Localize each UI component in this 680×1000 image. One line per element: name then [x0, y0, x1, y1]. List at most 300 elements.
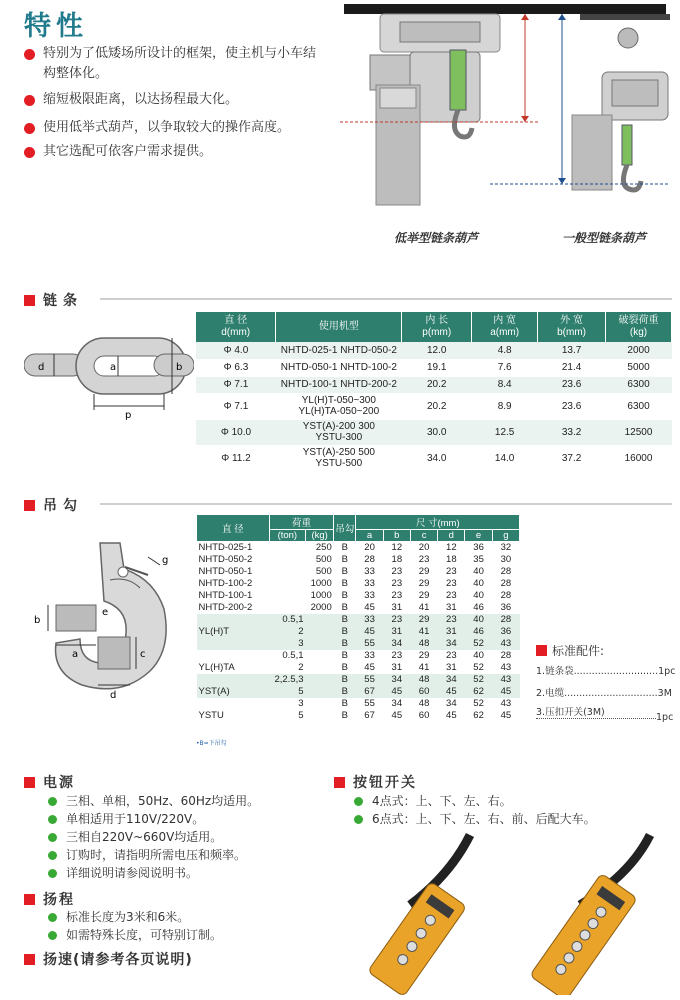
- chain-section-title: [24, 290, 83, 310]
- table-row: [196, 376, 672, 393]
- table-cell: 36: [492, 626, 519, 638]
- table-cell: YSTU: [198, 710, 224, 721]
- low-hoist-caption: 低举型链条葫芦: [394, 231, 479, 245]
- table-cell: [269, 578, 305, 590]
- accessories-title-text: 标准配件:: [552, 644, 605, 658]
- table-cell: [306, 650, 334, 662]
- table-cell: 40: [465, 614, 492, 626]
- column-header: g: [492, 530, 519, 542]
- table-cell: NHTD-025-1 NHTD-050-2: [276, 342, 402, 359]
- table-cell: 29: [418, 590, 430, 601]
- table-cell: [269, 602, 305, 614]
- table-cell: YST(A)-250 500 YSTU-500: [276, 445, 402, 471]
- bullet-icon: [24, 49, 35, 60]
- table-cell: 2000: [310, 602, 332, 613]
- table-cell: NHTD-025-1: [198, 542, 253, 553]
- table-cell: 46: [465, 626, 492, 638]
- column-header: a: [356, 530, 383, 542]
- chain-title-text: 链条: [43, 293, 83, 309]
- column-header: 内 长 p(mm): [402, 312, 472, 342]
- table-cell: 31: [446, 602, 457, 613]
- column-header: b: [383, 530, 410, 542]
- table-row: [197, 674, 520, 686]
- feature-item: [24, 118, 324, 138]
- table-cell: 33: [364, 578, 375, 589]
- table-cell: NHTD-050-1 NHTD-100-2: [276, 359, 402, 376]
- power-section-title: [24, 772, 75, 792]
- table-cell: YST(A)-200 300 YSTU-300: [276, 419, 402, 445]
- accessories-title: [536, 642, 604, 659]
- table-cell: [269, 566, 305, 578]
- table-cell: 34: [446, 698, 457, 709]
- chain-link-diagram: [24, 330, 194, 420]
- list-item-text: 三相自220V~660V均适用。: [66, 830, 223, 844]
- table-cell: 34: [383, 638, 410, 650]
- lift-list: [46, 908, 222, 944]
- table-cell: 23: [391, 650, 403, 661]
- table-cell: 31: [391, 662, 403, 673]
- section-marker-icon: [24, 500, 35, 511]
- table-cell: 34: [391, 698, 403, 709]
- low-headroom-hoist-image: [340, 14, 540, 205]
- table-cell: 23: [446, 566, 457, 577]
- table-cell: 43: [500, 698, 512, 709]
- table-cell: [306, 626, 334, 638]
- table-cell: B: [334, 614, 356, 626]
- table-cell: 18: [446, 554, 457, 565]
- table-cell: B: [341, 710, 349, 721]
- bullet-icon: [48, 851, 57, 860]
- table-cell: 0.5,1: [269, 614, 305, 626]
- table-cell: 45: [446, 710, 457, 721]
- hook-section-title: [24, 495, 83, 515]
- switch-title-text: 按钮开关: [353, 775, 417, 791]
- table-cell: 12.0: [402, 342, 472, 359]
- table-cell: NHTD-200-2: [198, 602, 253, 613]
- table-cell: 46: [473, 602, 484, 613]
- table-cell: 23: [418, 554, 430, 565]
- list-item: [46, 864, 259, 882]
- table-cell: 14.0: [472, 445, 538, 471]
- table-cell: 29: [418, 578, 430, 589]
- column-header: 内 宽 a(mm): [472, 312, 538, 342]
- table-cell: 67: [364, 710, 375, 721]
- table-cell: 8.4: [472, 376, 538, 393]
- table-cell: 33.2: [538, 419, 606, 445]
- table-cell: [269, 542, 305, 555]
- table-cell: 20: [418, 542, 430, 553]
- column-header: 外 宽 b(mm): [538, 312, 606, 342]
- table-row: [196, 445, 672, 471]
- hook-diagram: [30, 535, 195, 705]
- table-cell: 12.5: [472, 419, 538, 445]
- table-cell: 12: [391, 542, 403, 553]
- list-item: [46, 810, 259, 828]
- list-item-text: 4点式：上、下、左、右。: [372, 794, 512, 808]
- table-row: [197, 602, 520, 614]
- table-cell: 33: [364, 590, 375, 601]
- table-row: [196, 393, 672, 419]
- table-cell: Φ 7.1: [196, 376, 276, 393]
- table-cell: 23: [391, 590, 403, 601]
- chain-label-b: b: [176, 362, 183, 373]
- table-cell: B: [334, 674, 356, 686]
- table-cell: 43: [492, 674, 519, 686]
- table-cell: 45: [492, 686, 519, 698]
- table-cell: 29: [418, 566, 430, 577]
- table-cell: 2,2.5,3: [269, 674, 305, 686]
- table-cell: 1000: [310, 590, 332, 601]
- table-cell: YST(A): [197, 686, 270, 698]
- table-row: [197, 542, 520, 555]
- table-cell: 20.2: [402, 376, 472, 393]
- feature-item: [24, 142, 324, 162]
- table-cell: 67: [356, 686, 383, 698]
- table-cell: B: [341, 566, 349, 577]
- chain-label-a: a: [110, 362, 117, 373]
- bullet-icon: [48, 931, 57, 940]
- table-cell: 28: [500, 650, 512, 661]
- table-cell: 13.7: [538, 342, 606, 359]
- table-cell: NHTD-050-1: [198, 566, 253, 577]
- table-row: [197, 710, 520, 722]
- table-cell: YL(H)TA: [198, 662, 235, 673]
- table-cell: 52: [473, 662, 484, 673]
- table-cell: 0.5,1: [282, 650, 304, 661]
- table-row: [197, 698, 520, 710]
- table-cell: 36: [473, 542, 484, 553]
- table-row: [197, 662, 520, 674]
- table-cell: B: [341, 542, 349, 553]
- lift-title-text: 扬程: [43, 892, 75, 908]
- table-row: [197, 590, 520, 602]
- table-cell: 33: [364, 566, 375, 577]
- table-row: [197, 578, 520, 590]
- table-cell: 40: [473, 590, 484, 601]
- table-cell: 500: [315, 554, 332, 565]
- table-cell: B: [334, 626, 356, 638]
- table-cell: 45: [356, 626, 383, 638]
- table-cell: [269, 590, 305, 602]
- table-cell: NHTD-100-1: [198, 590, 253, 601]
- bullet-icon: [354, 797, 363, 806]
- hook-label-b: b: [34, 615, 41, 626]
- table-cell: 18: [391, 554, 403, 565]
- accessory-item: 1pc: [656, 712, 674, 723]
- table-cell: 23: [438, 614, 465, 626]
- speed-title-text: 扬速(请参考各页说明): [43, 952, 193, 968]
- table-cell: 5: [269, 686, 305, 698]
- bullet-icon: [48, 815, 57, 824]
- table-cell: 7.6: [472, 359, 538, 376]
- table-cell: [306, 674, 334, 686]
- column-header: (kg): [306, 530, 334, 542]
- table-cell: 30.0: [402, 419, 472, 445]
- accessory-leader-dots: [536, 718, 656, 719]
- section-marker-icon: [24, 894, 35, 905]
- table-cell: 52: [465, 638, 492, 650]
- table-cell: B: [341, 578, 349, 589]
- table-cell: B: [341, 554, 349, 565]
- table-row: [197, 566, 520, 578]
- chain-label-p: p: [125, 410, 132, 420]
- accessory-item: 3.压扣开关(3M): [536, 707, 605, 718]
- table-header-row: [197, 515, 520, 530]
- table-cell: 4.8: [472, 342, 538, 359]
- table-cell: [306, 638, 334, 650]
- table-cell: 36: [500, 602, 512, 613]
- table-cell: 33: [356, 614, 383, 626]
- column-header: 使用机型: [276, 312, 402, 342]
- section-marker-icon: [24, 295, 35, 306]
- column-header: 吊勾: [334, 515, 356, 542]
- list-item: [46, 908, 222, 926]
- table-cell: 5: [298, 710, 304, 721]
- table-cell: 34: [438, 674, 465, 686]
- table-cell: Φ 7.1: [196, 393, 276, 419]
- table-cell: 45: [500, 710, 512, 721]
- table-cell: [306, 686, 334, 698]
- table-cell: 48: [410, 674, 437, 686]
- hook-label-c: c: [140, 649, 146, 660]
- table-cell: 20.2: [402, 393, 472, 419]
- bullet-icon: [48, 869, 57, 878]
- power-title-text: 电源: [43, 775, 75, 791]
- table-cell: 45: [364, 602, 375, 613]
- table-cell: [197, 650, 270, 662]
- table-cell: 43: [492, 638, 519, 650]
- list-item-text: 三相、单相，50Hz、60Hz均适用。: [66, 794, 260, 808]
- table-cell: Φ 4.0: [196, 342, 276, 359]
- hook-label-e: e: [102, 607, 109, 618]
- table-row: [196, 359, 672, 376]
- bullet-icon: [48, 833, 57, 842]
- table-cell: 3: [269, 638, 305, 650]
- table-cell: B: [334, 638, 356, 650]
- table-cell: 45: [383, 686, 410, 698]
- list-item-text: 标准长度为3米和6米。: [66, 910, 190, 924]
- table-cell: [306, 698, 334, 710]
- bullet-icon: [48, 913, 57, 922]
- table-cell: 34: [383, 674, 410, 686]
- hook-title-text: 吊勾: [43, 498, 83, 514]
- hook-label-g: g: [162, 555, 169, 566]
- power-list: [46, 792, 259, 882]
- table-header-row: [196, 312, 672, 342]
- table-cell: B: [334, 686, 356, 698]
- section-marker-icon: [24, 777, 35, 788]
- list-item: [46, 926, 222, 944]
- table-cell: 28: [500, 578, 512, 589]
- table-cell: 40: [473, 650, 484, 661]
- hook-spec-table: [196, 514, 520, 722]
- table-cell: 23: [446, 578, 457, 589]
- feature-text: 特别为了低矮场所设计的框架，使主机与小车结构整体化。: [43, 46, 317, 81]
- table-cell: 8.9: [472, 393, 538, 419]
- table-row: [197, 626, 520, 638]
- switch-section-title: [334, 772, 417, 792]
- table-cell: 55: [356, 638, 383, 650]
- page-title: 特性: [24, 11, 88, 42]
- normal-hoist-caption: 一般型链条葫芦: [562, 231, 647, 245]
- column-header: 荷重: [269, 515, 334, 530]
- table-cell: 45: [391, 710, 403, 721]
- table-cell: 34.0: [402, 445, 472, 471]
- table-cell: 62: [465, 686, 492, 698]
- table-cell: 60: [418, 710, 430, 721]
- chain-spec-table: [196, 312, 672, 472]
- column-header: c: [410, 530, 437, 542]
- list-item-text: 如需特殊长度，可特别订制。: [66, 928, 223, 942]
- bullet-icon: [24, 147, 35, 158]
- table-row: [197, 650, 520, 662]
- section-divider: [100, 298, 672, 300]
- table-cell: 23: [446, 590, 457, 601]
- normal-hoist-image: [490, 14, 670, 190]
- table-cell: 23: [383, 614, 410, 626]
- table-cell: B: [341, 650, 349, 661]
- table-cell: 32: [500, 542, 512, 553]
- table-cell: 23: [446, 650, 457, 661]
- table-cell: 55: [364, 698, 375, 709]
- chain-label-d: d: [38, 362, 45, 373]
- table-cell: 34: [438, 638, 465, 650]
- table-cell: 31: [391, 602, 403, 613]
- list-item: [352, 792, 596, 810]
- feature-item: [24, 90, 324, 110]
- list-item-text: 订购时，请指明所需电压和频率。: [66, 848, 247, 862]
- table-cell: 16000: [606, 445, 672, 471]
- table-cell: B: [341, 602, 349, 613]
- table-cell: B: [341, 698, 349, 709]
- table-cell: 35: [473, 554, 484, 565]
- table-cell: 48: [418, 698, 430, 709]
- table-cell: Φ 6.3: [196, 359, 276, 376]
- column-header: 破裂荷重 (kg): [606, 312, 672, 342]
- table-cell: [306, 662, 334, 674]
- table-row: [196, 342, 672, 359]
- table-cell: 2: [269, 626, 305, 638]
- column-header: d: [438, 530, 465, 542]
- table-cell: Φ 10.0: [196, 419, 276, 445]
- feature-text: 缩短极限距离，以达扬程最大化。: [43, 92, 239, 107]
- table-cell: NHTD-050-2: [198, 554, 253, 565]
- list-item-text: 单相适用于110V/220V。: [66, 812, 205, 826]
- table-cell: 12: [446, 542, 457, 553]
- table-cell: [197, 674, 270, 686]
- table-row: [197, 638, 520, 650]
- table-cell: 33: [364, 650, 375, 661]
- table-cell: 41: [418, 662, 430, 673]
- table-cell: B: [341, 590, 349, 601]
- bullet-icon: [24, 123, 35, 134]
- table-cell: 12500: [606, 419, 672, 445]
- table-cell: [197, 698, 270, 710]
- table-cell: [197, 614, 270, 626]
- hook-note: •B=下吊勾: [196, 740, 227, 747]
- table-cell: YL(H)T-050~300 YL(H)TA-050~200: [276, 393, 402, 419]
- column-header: 直 径: [197, 515, 270, 542]
- table-cell: 30: [500, 554, 512, 565]
- table-cell: 2: [298, 662, 304, 673]
- table-cell: 21.4: [538, 359, 606, 376]
- table-cell: 500: [315, 566, 332, 577]
- table-cell: 48: [410, 638, 437, 650]
- table-cell: 62: [473, 710, 484, 721]
- table-cell: 37.2: [538, 445, 606, 471]
- feature-item: [24, 44, 324, 84]
- table-cell: 28: [500, 590, 512, 601]
- bullet-icon: [24, 95, 35, 106]
- hook-label-d: d: [110, 690, 117, 701]
- hoist-comparison-illustration: [340, 0, 670, 250]
- section-marker-icon: [334, 777, 345, 788]
- table-cell: 60: [410, 686, 437, 698]
- accessory-item: 2.电缆...............................3M: [536, 688, 672, 699]
- list-item: [46, 846, 259, 864]
- table-cell: 6300: [606, 393, 672, 419]
- section-divider: [100, 503, 672, 505]
- column-header: e: [465, 530, 492, 542]
- table-cell: 45: [438, 686, 465, 698]
- table-cell: NHTD-100-1 NHTD-200-2: [276, 376, 402, 393]
- list-item-text: 6点式：上、下、左、右、前、后配大车。: [372, 812, 596, 826]
- table-cell: 20: [364, 542, 375, 553]
- table-cell: 28: [364, 554, 375, 565]
- feature-text: 其它选配可依客户需求提供。: [43, 144, 213, 159]
- table-cell: [306, 710, 334, 722]
- speed-section-title: [24, 949, 193, 969]
- table-cell: 3: [298, 698, 304, 709]
- table-cell: [269, 554, 305, 566]
- table-cell: YL(H)T: [197, 626, 270, 638]
- table-cell: 23.6: [538, 376, 606, 393]
- section-marker-icon: [536, 645, 547, 656]
- table-cell: 2000: [606, 342, 672, 359]
- table-row: [197, 614, 520, 626]
- table-cell: 31: [383, 626, 410, 638]
- table-cell: 1000: [310, 578, 332, 589]
- table-cell: 29: [418, 650, 430, 661]
- bullet-icon: [48, 797, 57, 806]
- table-cell: 29: [410, 614, 437, 626]
- table-cell: 6300: [606, 376, 672, 393]
- pendant-6-point-image: [530, 873, 638, 995]
- table-cell: 28: [492, 614, 519, 626]
- table-cell: 41: [410, 626, 437, 638]
- list-item: [46, 792, 259, 810]
- pendant-switch-illustration: [350, 815, 670, 995]
- column-header: 尺 寸(mm): [356, 515, 520, 530]
- table-cell: 52: [473, 698, 484, 709]
- table-cell: 250: [315, 542, 332, 553]
- list-item: [46, 828, 259, 846]
- table-cell: 41: [418, 602, 430, 613]
- table-cell: 23.6: [538, 393, 606, 419]
- column-header: (ton): [269, 530, 305, 542]
- section-marker-icon: [24, 954, 35, 965]
- table-cell: 52: [465, 674, 492, 686]
- table-cell: 19.1: [402, 359, 472, 376]
- table-cell: 31: [438, 626, 465, 638]
- table-cell: B: [341, 662, 349, 673]
- table-cell: 23: [391, 566, 403, 577]
- hook-label-a: a: [72, 649, 79, 660]
- column-header: 直 径 d(mm): [196, 312, 276, 342]
- lift-section-title: [24, 889, 75, 909]
- table-row: [197, 686, 520, 698]
- table-cell: 45: [364, 662, 375, 673]
